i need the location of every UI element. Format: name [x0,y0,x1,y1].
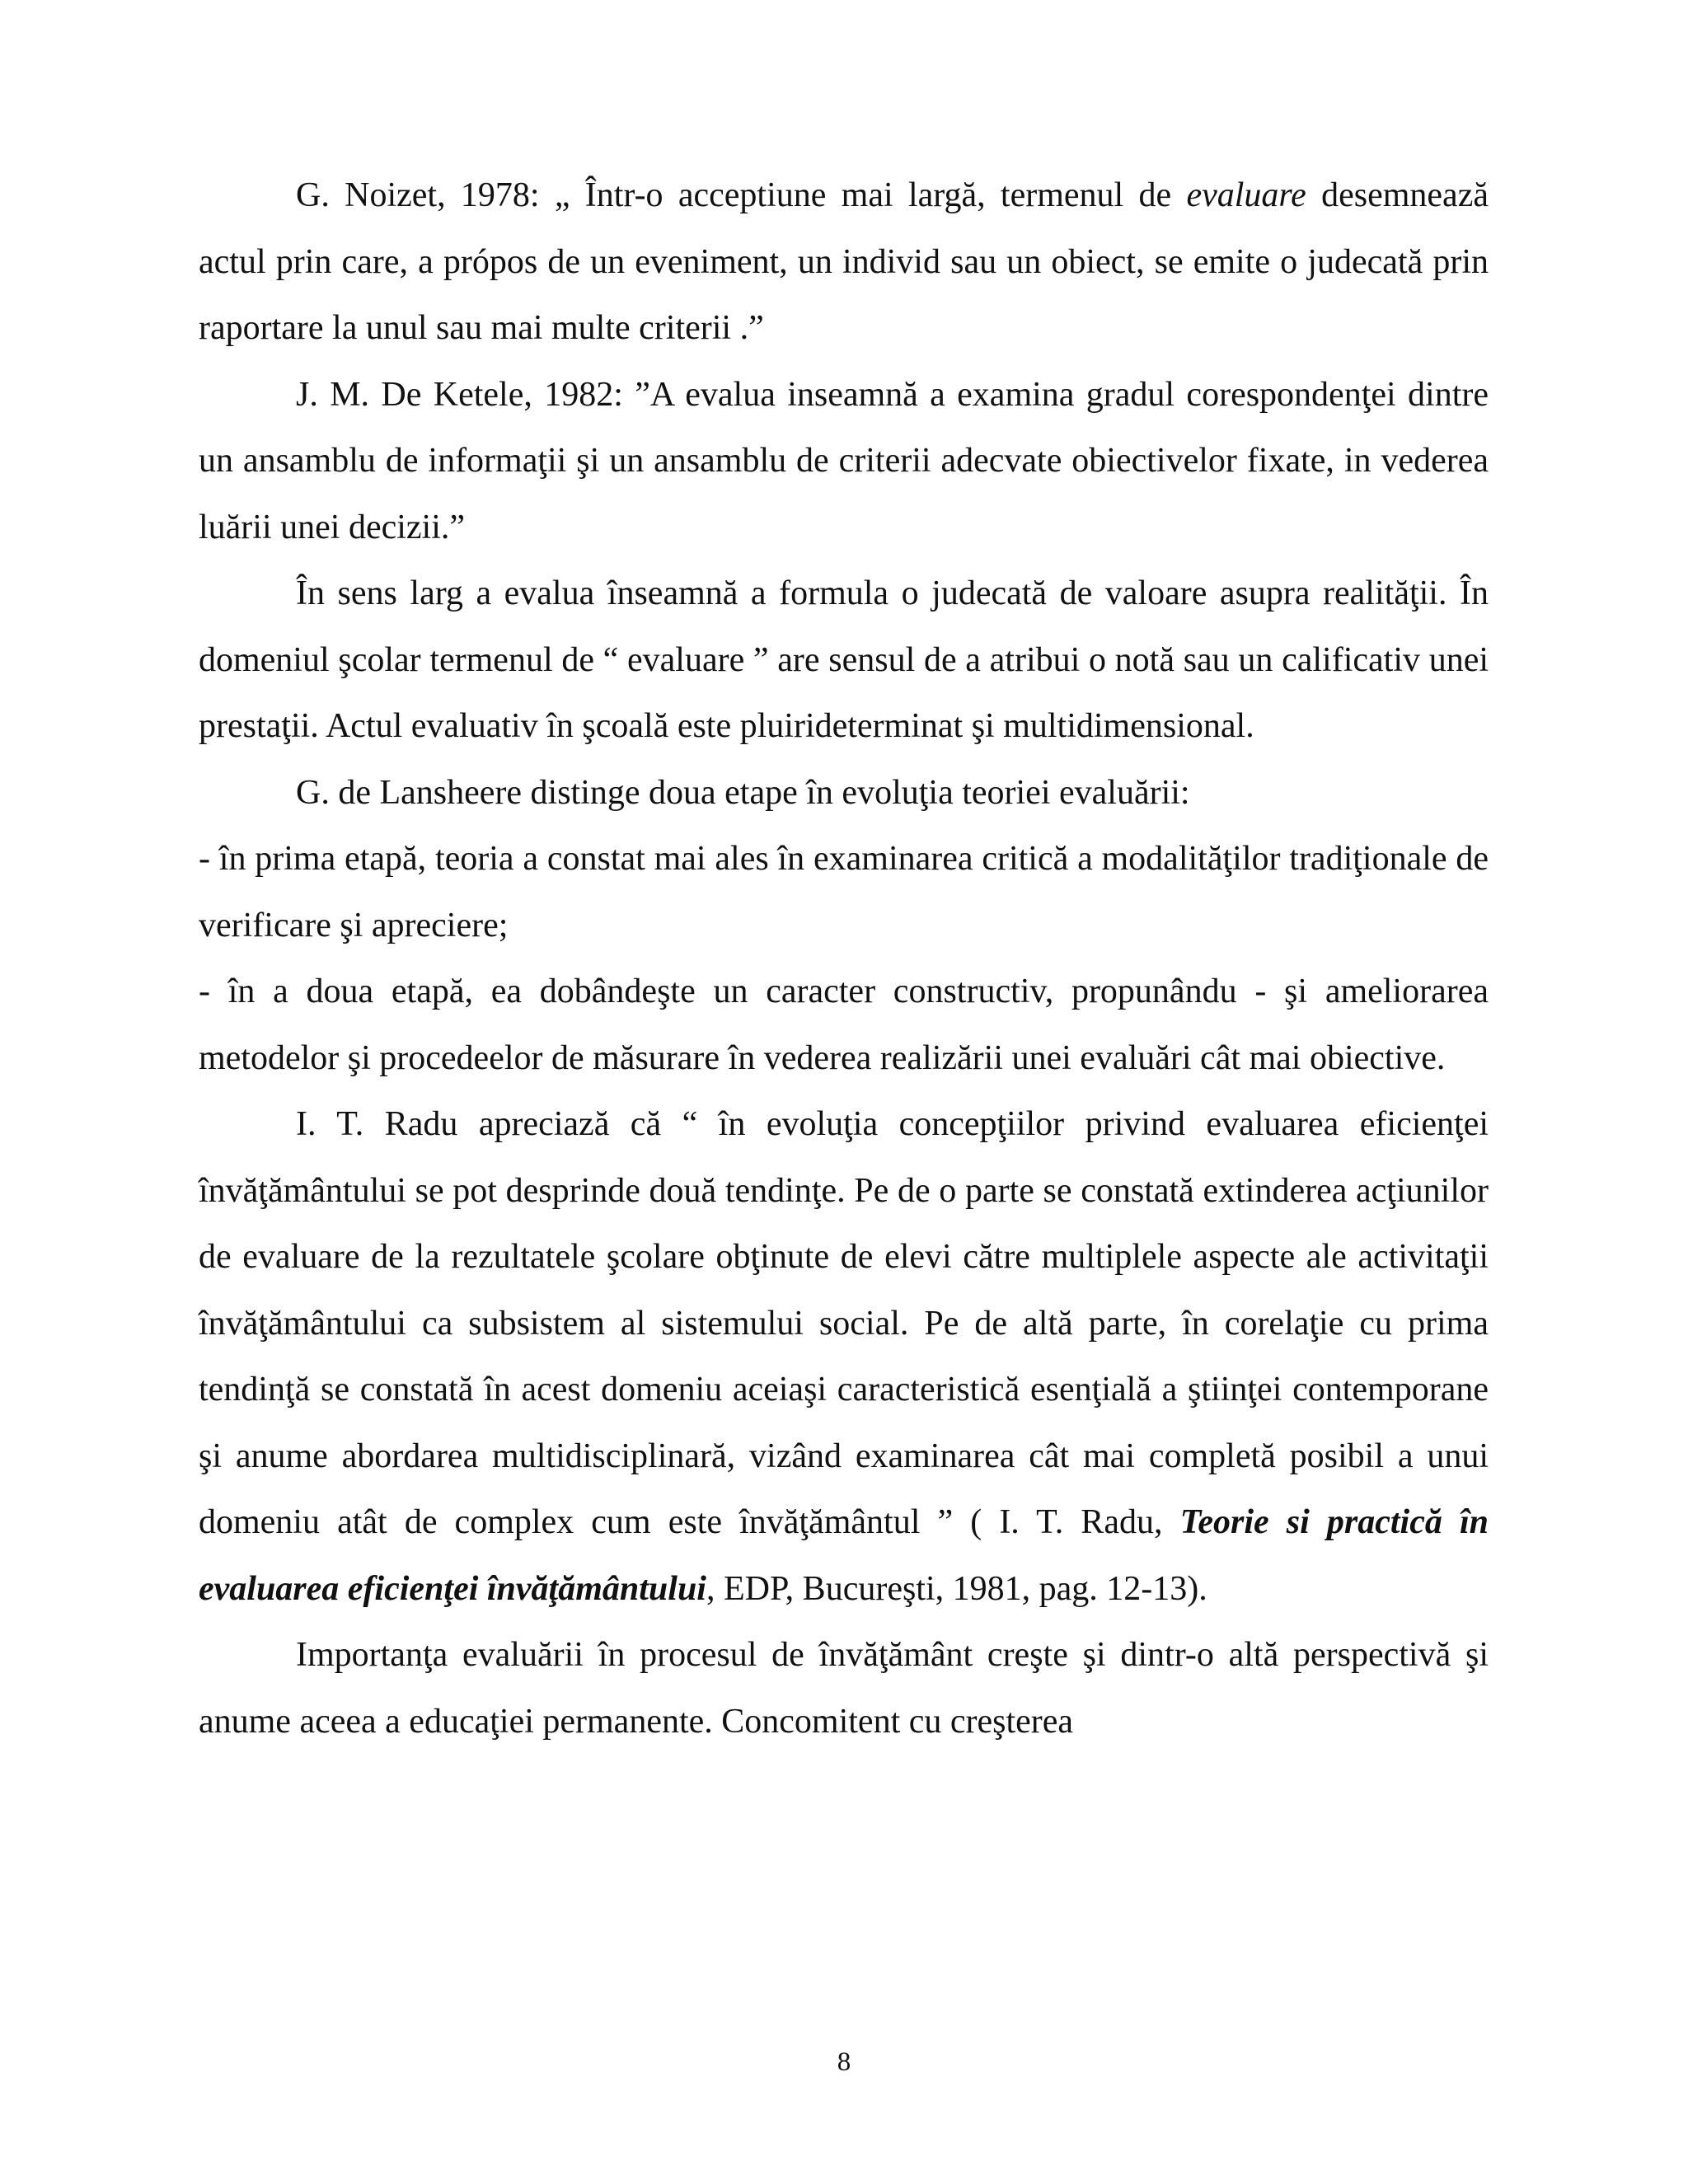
document-body [199,162,1489,1755]
paragraph-de-lansheere: G. de Lansheere distinge doua etape în evoluţia teoriei evaluării: [296,773,1190,812]
term-evaluare: evaluare [1186,176,1306,214]
page-number: 8 [837,2047,851,2077]
radu-quote-text: I. T. Radu apreciază că “ în evoluţia concepţiilor privind evaluarea eficienţei învăţământului se pot desprinde două tendinţe. Pe de o parte se constată extinderea acţiunilor de evaluare de la rezultatele şcolare obţinute de elevi către multiplele aspecte ale activitaţii învăţământului ca subsistem al sistemului social. Pe de altă parte, în corelaţie cu prima tendinţă se constată în acest domeniu aceiaşi caracteristică esenţială a ştiinţei contemporane şi anume abordarea multidisciplinară, vizând examinarea cât mai completă posibil a unui domeniu atât de complex cum este învăţământul ” ( I. T. Radu, [199,1105,1489,1541]
noizet-text-start: G. Noizet, 1978: „ Într-o acceptiune mai largă, termenul de [296,176,1187,214]
book-title: Teorie si practică în evaluarea eficienţei învăţământului [199,1503,1489,1608]
paragraph-radu-quote [199,1091,1489,1622]
paragraph-importance: Importanţa evaluării în procesul de învăţământ creşte şi dintr-o altă perspectivă şi anume aceea a educaţiei permanente. Concomitent cu creşterea [199,1636,1489,1741]
paragraph-de-ketele-definition: J. M. De Ketele, 1982: ”A evalua inseamnă a examina gradul corespondenţei dintre un ansamblu de informaţii şi un ansamblu de criterii adecvate obiectivelor fixate, in vederea luării unei decizii.” [199,375,1489,546]
citation-details: , EDP, Bucureşti, 1981, pag. 12-13). [706,1569,1207,1608]
paragraph-broad-sense: În sens larg a evalua înseamnă a formula o judecată de valoare asupra realităţii. În domeniul şcolar termenul de “ evaluare ” are sensul de a atribui o notă sau un calificativ unei prestaţii. Actul evaluativ în şcoală este pluirideterminat şi multidimensional. [199,574,1489,745]
list-item-second-stage: - în a doua etapă, ea dobândeşte un caracter constructiv, propunându - şi ameliorarea metodelor şi procedeelor de măsurare în vederea realizării unei evaluări cât mai obiective. [199,972,1489,1077]
paragraph-noizet-definition [199,162,1489,362]
noizet-text-end: desemnează actul prin care, a própos de un eveniment, un individ sau un obiect, se emite o judecată prin raportare la unul sau mai multe criterii .” [199,176,1489,347]
list-item-first-stage: - în prima etapă, teoria a constat mai ales în examinarea critică a modalităţilor tradiţionale de verificare şi apreciere; [199,840,1489,944]
